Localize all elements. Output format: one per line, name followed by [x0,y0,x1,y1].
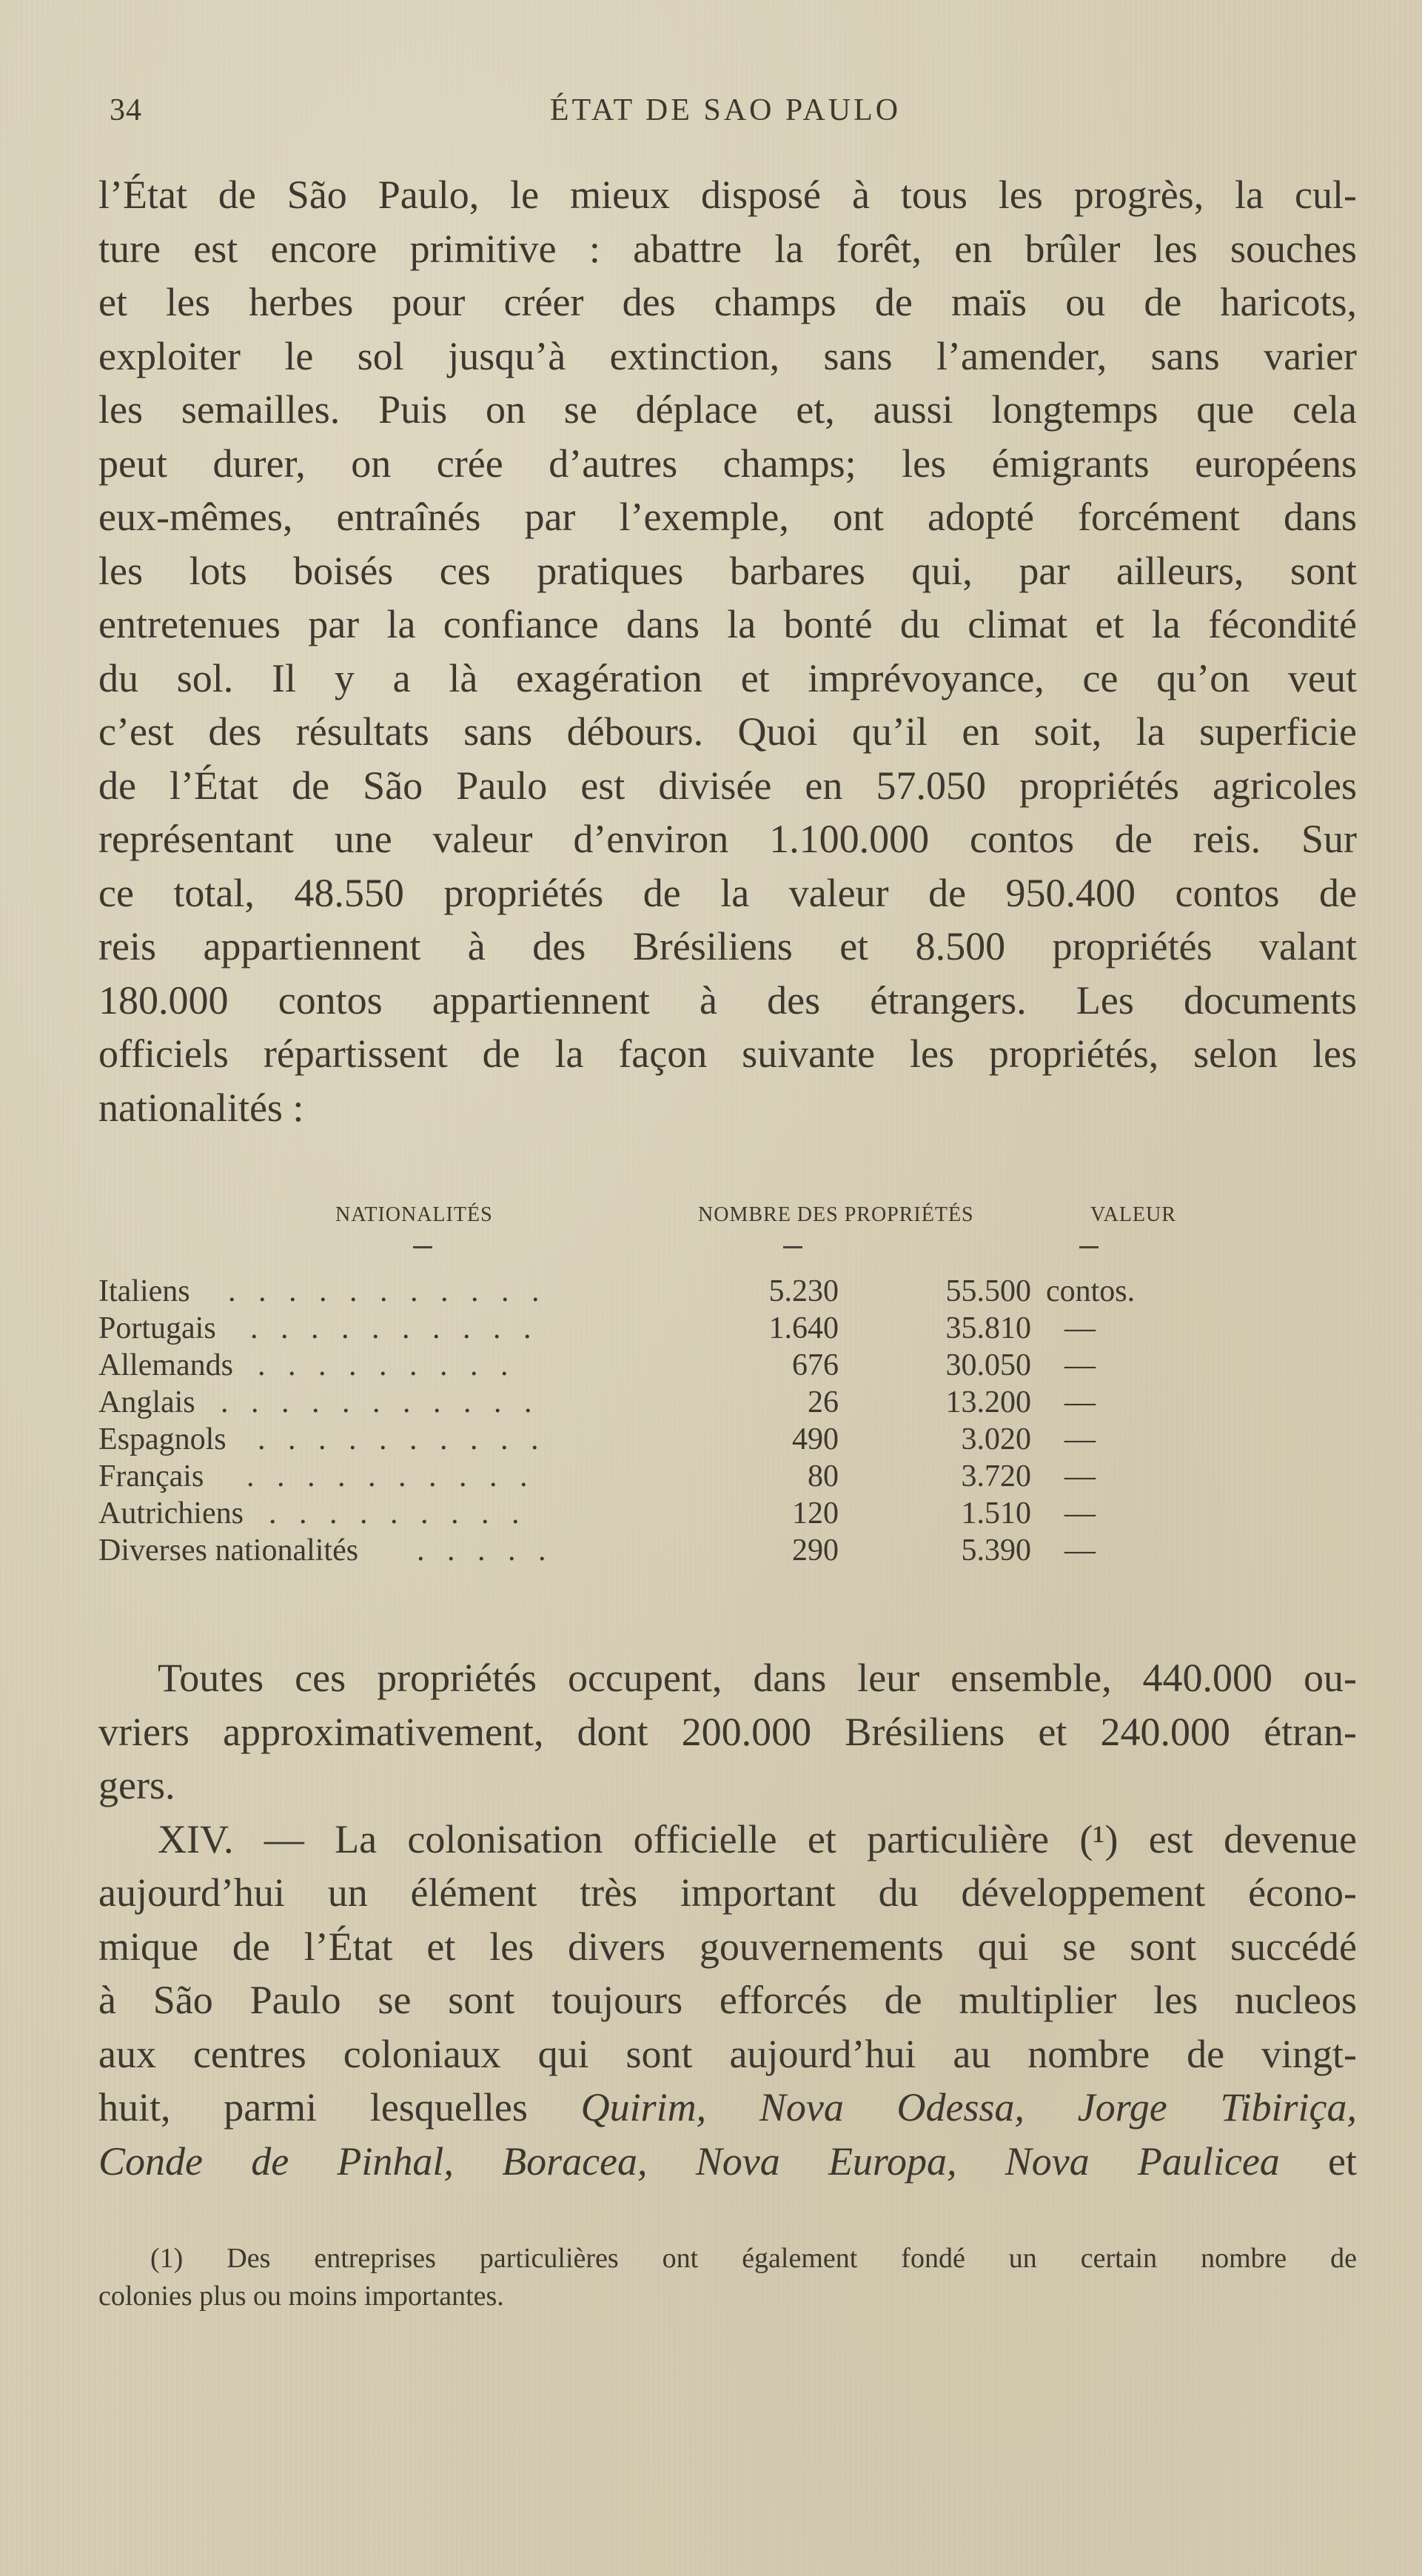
section-xiv-line: XIV. — La colonisation officielle et particulière (¹) est devenue [158,1816,1357,1861]
footnote-line: (1) Des entreprises particulières ont également fondé un certain nombre de [150,2243,1357,2274]
colony-name: Jorge Tibiriça, [1077,2085,1358,2130]
value-cell: 3.720 [961,1459,1031,1493]
text-line: aux centres coloniaux qui sont aujourd’hui au nombre de vingt- [98,2031,1357,2076]
running-head [104,93,1347,137]
text-line: l’État de São Paulo, le mieux disposé à tous les progrès, la cul- [98,173,1357,217]
footnote-line: colonies plus ou moins importantes. [98,2281,504,2312]
value-unit: — [1064,1311,1096,1345]
text-line: Toutes ces propriétés occupent, dans leur ensemble, 440.000 ou- [158,1656,1357,1700]
table-row [98,1422,1357,1459]
value-unit: — [1064,1422,1096,1456]
column-header-nationalities: NATIONALITÉS [335,1203,493,1226]
table-row [98,1311,1357,1348]
value-unit: — [1064,1496,1096,1530]
nationality-cell: Anglais [98,1385,195,1419]
leader-dots: . . . . . . . . . [269,1496,527,1530]
column-header-count: NOMBRE DES PROPRIÉTÉS [698,1203,974,1226]
header-separator [413,1246,432,1248]
value-unit: — [1064,1385,1096,1419]
leader-dots: . . . . . . . . . . . [228,1274,547,1308]
colony-name: Boracea, [502,2138,648,2184]
colony-name: Conde de Pinhal, [98,2138,454,2184]
colony-name: Nova Europa, [695,2138,957,2184]
property-count-cell: 120 [792,1496,839,1530]
text-line: vriers approximativement, dont 200.000 Brésiliens et 240.000 étran- [98,1709,1357,1754]
colony-name: Nova Paulicea [1005,2138,1280,2184]
text-line: 180.000 contos appartiennent à des étrangers. Les documents [98,977,1357,1023]
value-cell: 13.200 [945,1385,1031,1419]
running-title: ÉTAT DE SAO PAULO [549,93,902,127]
header-separator [783,1246,802,1248]
nationality-cell: Italiens [98,1274,190,1308]
nationality-cell: Français [98,1459,204,1493]
text-fragment: et [1328,2138,1358,2184]
text-line-colonies [98,2135,1357,2189]
text-line: mique de l’État et les divers gouvernements qui se sont succédé [98,1924,1357,1969]
nationality-cell: Portugais [98,1311,216,1345]
value-cell: 3.020 [961,1422,1031,1456]
text-line: entretenues par la confiance dans la bonté du climat et la fécondité [98,602,1357,646]
text-line: ce total, 48.550 propriétés de la valeur de 950.400 contos de [98,870,1357,915]
property-count-cell: 26 [808,1385,839,1419]
text-line: exploiter le sol jusqu’à extinction, sans l’amender, sans varier [98,333,1357,378]
leader-dots: . . . . . . . . . [258,1348,516,1382]
text-line: les semailles. Puis on se déplace et, aussi longtemps que cela [98,387,1357,432]
text-line: reis appartiennent à des Brésiliens et 8.500 propriétés valant [98,924,1357,968]
column-header-value: VALEUR [1090,1203,1176,1226]
value-unit: — [1064,1459,1096,1493]
text-line: à São Paulo se sont toujours efforcés de multiplier les nucleos [98,1978,1357,2022]
text-line: nationalités : [98,1085,304,1130]
text-line: de l’État de São Paulo est divisée en 57.050 propriétés agricoles [98,763,1357,808]
leader-dots: . . . . . . . . . . [250,1311,539,1345]
leader-dots: . . . . . . . . . . [246,1459,535,1493]
property-count-cell: 490 [792,1422,839,1456]
text-line: du sol. Il y a là exagération et imprévoyance, ce qu’on veut [98,655,1357,700]
nationality-cell: Espagnols [98,1422,227,1456]
colony-name: Quirim, [580,2085,707,2130]
property-count-cell: 5.230 [768,1274,839,1308]
paragraph-workers-and-colonisation [98,1651,1357,2188]
property-count-cell: 1.640 [768,1311,839,1345]
text-line: ture est encore primitive : abattre la forêt, en brûler les souches [98,226,1357,271]
value-unit: contos. [1046,1274,1136,1308]
header-separator [1079,1246,1099,1248]
text-line: officiels répartissent de la façon suivante les propriétés, selon les [98,1031,1357,1076]
paragraph-land-ownership [98,168,1357,1134]
text-line: représentant une valeur d’environ 1.100.000 contos de reis. Sur [98,817,1357,861]
leader-dots: . . . . . . . . . . [258,1422,546,1456]
table-row [98,1459,1357,1496]
text-line-colonies [98,2081,1357,2135]
nationality-cell: Diverses nationalités [98,1533,359,1568]
property-count-cell: 80 [808,1459,839,1493]
table-row [98,1274,1357,1311]
page-number: 34 [110,93,142,127]
table-row [98,1496,1357,1533]
value-cell: 5.390 [961,1533,1031,1568]
table-row [98,1348,1357,1385]
value-unit: — [1064,1533,1096,1568]
property-count-cell: 290 [792,1533,839,1568]
value-unit: — [1064,1348,1096,1382]
text-line: et les herbes pour créer des champs de maïs ou de haricots, [98,280,1357,324]
text-line: gers. [98,1763,175,1807]
colony-name: Nova Odessa, [759,2085,1025,2130]
nationality-cell: Allemands [98,1348,233,1382]
leader-dots: . . . . . [417,1533,554,1568]
text-fragment: huit, parmi lesquelles [98,2085,528,2130]
value-cell: 30.050 [945,1348,1031,1382]
text-line: c’est des résultats sans débours. Quoi qu’il en soit, la superficie [98,709,1357,754]
nationality-cell: Autrichiens [98,1496,244,1530]
value-cell: 1.510 [961,1496,1031,1530]
text-line: aujourd’hui un élément très important du développement écono- [98,1870,1357,1915]
value-cell: 55.500 [945,1274,1031,1308]
property-count-cell: 676 [792,1348,839,1382]
text-line: eux-mêmes, entraînés par l’exemple, ont adopté forcément dans [98,495,1357,539]
leader-dots: . . . . . . . . . . . [221,1385,540,1419]
footnote [98,2240,1357,2315]
table-row [98,1385,1357,1422]
text-line: les lots boisés ces pratiques barbares qui, par ailleurs, sont [98,548,1357,593]
value-cell: 35.810 [945,1311,1031,1345]
text-line: peut durer, on crée d’autres champs; les émigrants européens [98,441,1357,486]
table-row [98,1533,1357,1570]
